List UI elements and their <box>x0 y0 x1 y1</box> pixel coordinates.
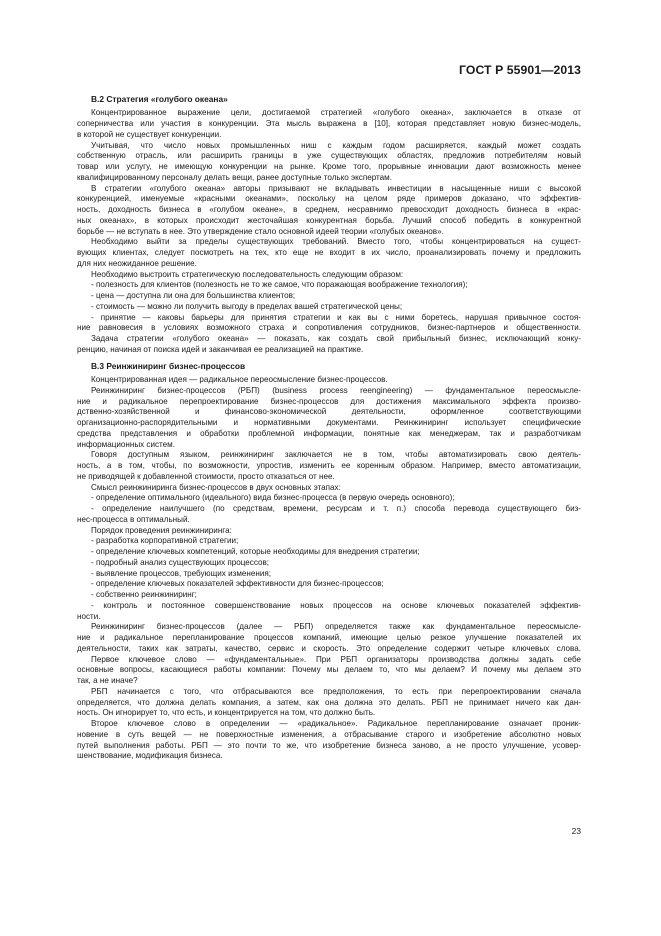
text-line: товар или услугу, не имеющую конкуренции на рынке. Кроме того, прорывные инновации дают возможность менее <box>77 162 581 172</box>
text-line: ние и радикальное перепланирование процессов компаний, имеющие целью резкое улучшение показателей их <box>77 633 581 643</box>
text-line: - разработка корпоративной стратегии; <box>91 536 239 546</box>
text-line: ренцию, начиная от поиска идей и заканчивая ее реализацией на практике. <box>77 344 364 354</box>
text-line: - контроль и постоянное совершенствование новых процессов на основе ключевых показателей эффектив- <box>91 600 581 610</box>
text-line: - определение ключевых показателей эффективности для бизнес-процессов; <box>91 579 384 589</box>
text-line: новение в суть вещей — не поверхностные изменения, а отбрасывание старого и изобретение абсолютно новых <box>77 729 581 739</box>
text-line: Порядок проведения реинжиниринга: <box>91 525 232 535</box>
page-number: 23 <box>571 826 581 836</box>
text-line: в которой не существует конкуренции. <box>77 129 222 139</box>
text-line: средства представления и обработки проблемной информации, понятные как менеджерам, так и разработчикам <box>77 428 581 438</box>
text-line: ние и радикальное перепроектирование бизнес-процессов для достижения максимального эффекта произво- <box>77 396 581 406</box>
text-line: РБП начинается с того, что отбрасываются все предположения, то есть при перепроектировании сначала <box>91 686 581 696</box>
text-line: вующих клиентах, следует посмотреть на тех, кто еще не входит в их число, проанализировать почему и предложить <box>77 248 581 258</box>
text-line: В стратегии «голубого океана» авторы призывают не вкладывать инвестиции в насыщенные ниши с высокой <box>91 183 581 193</box>
text-line: Реинжиниринг бизнес-процессов (далее — РБП) определяется также как фундаментальное переосмысле- <box>91 622 581 632</box>
text-line: ность, доходность бизнеса в «голубом океане», в среднем, несравнимо превосходит доходность бизнеса в «крас- <box>77 205 581 215</box>
section-text <box>77 375 581 762</box>
text-line: Смысл реинжиниринга бизнес-процессов в двух основных этапах: <box>91 482 341 492</box>
text-line: ние равновесия в условиях возможного страха и сопротивления сотрудников, бизнес-партнеров и общественности. <box>77 323 581 333</box>
text-line: - определение оптимального (идеального) вида бизнес-процесса (в первую очередь основного); <box>91 493 455 503</box>
text-line: Необходимо выйти за пределы существующих требований. Вместо того, чтобы концентрироваться на сущест- <box>91 237 581 247</box>
text-line: - стоимость — можно ли получить выгоду в пределах вашей стратегической цены; <box>91 301 403 311</box>
section-heading: В.2 Стратегия «голубого океана» <box>91 94 228 104</box>
document-body <box>77 91 581 762</box>
text-line: конкуренцией, именуемые «красными океанами», поскольку на целом ряде примеров доказано, что эффектив- <box>77 194 581 204</box>
text-line: так, а не иначе? <box>77 676 138 686</box>
section-b2 <box>77 94 581 356</box>
text-line: не приводящей к добавленной стоимости, просто отказаться от нее. <box>77 471 335 481</box>
section-heading: В.3 Реинжиниринг бизнес-процессов <box>91 360 246 371</box>
text-line: - подробный анализ существующих процессов; <box>91 557 270 567</box>
text-line: основные вопросы, касающиеся работы компании: Почему мы делаем то, что мы делаем? И почему мы делаем это <box>77 665 581 675</box>
standard-code: ГОСТ Р 55901—2013 <box>459 63 581 77</box>
text-line: определяется, что должна делать компания, а затем, как она должна это делать. РБП не принимает ничего как дан- <box>77 697 581 707</box>
text-line: - выявление процессов, требующих изменения; <box>91 568 271 578</box>
text-line: Задача стратегии «голубого океана» — показать, как создать свой прибыльный бизнес, исключающий конку- <box>91 334 581 344</box>
text-line: Учитывая, что число новых промышленных ниш с каждым годом расширяется, каждый может создать <box>91 140 581 150</box>
text-line: организационно-распорядительными и нормативными документами. Реинжиниринг использует специфические <box>77 418 581 428</box>
text-line: квалифицированному персоналу делать вещи, ранее доступные только экспертам. <box>77 172 392 182</box>
text-line: информационных систем. <box>77 439 175 449</box>
text-line: собственную отрасль, или расширить границы в уже существующих областях, предложив потребителям новый <box>77 151 581 161</box>
text-line: деятельности, таких как затраты, качество, сервис и скорость. Это определение содержит четыре ключевых слова. <box>77 643 581 653</box>
text-line: Первое ключевое слово — «фундаментальные». При РБП организаторы производства должны задать себе <box>91 654 581 664</box>
text-line: - собственно реинжиниринг; <box>91 590 197 600</box>
text-line: ных океанах», в которых происходит жесточайшая конкурентная борьба. Лучший способ победить в конкурентной <box>77 215 581 225</box>
text-line: Концентрированная идея — радикальное переосмысление бизнес-процессов. <box>91 375 388 385</box>
text-line: - определение наилучшего (по средствам, времени, ресурсам и т. п.) способа перевода существующего биз- <box>91 504 581 514</box>
text-line: ность, а в том, чтобы, по возможности, упростив, изменить ее коренным образом. Например, вместо автоматизации, <box>77 461 581 471</box>
text-line: - принятие — каковы барьеры для принятия стратегии и как вы с ними боретесь, нарушая привычное состоя- <box>91 312 581 322</box>
text-line: ности. <box>77 611 101 621</box>
text-line: борьбе — не вступать в нее. Это утверждение стало основной идеей теории «голубых океанов». <box>77 226 444 236</box>
text-line: путей выполнения работы. РБП — это почти то же, что изобретение бизнеса заново, а не просто улучшение, усовер- <box>77 740 581 750</box>
text-line: Реинжиниринг бизнес-процессов (РБП) (business process reengineering) — фундаментальное переосмысле- <box>91 385 581 395</box>
text-line: шенствование, модификация бизнеса. <box>77 751 223 761</box>
text-line: Необходимо выстроить стратегическую последовательность следующим образом: <box>91 269 404 279</box>
section-b3 <box>77 361 581 762</box>
text-line: Второе ключевое слово в определении — «радикальное». Радикальное перепланирование означает проник- <box>91 719 581 729</box>
text-line: - цена — доступна ли она для большинства клиентов; <box>91 291 296 301</box>
text-line: Концентрированное выражение цели, достигаемой стратегией «голубого океана», заключается в отказе от <box>91 108 581 118</box>
text-line: нес-процесса в оптимальный. <box>77 514 190 524</box>
text-line: - определение ключевых компетенций, которые необходимы для внедрения стратегии; <box>91 547 420 557</box>
text-line: для них неожиданное решение. <box>77 258 197 268</box>
text-line: ность. Он игнорирует то, что есть, и концентрируется на том, что должно быть. <box>77 708 376 718</box>
text-line: соперничества или участия в конкуренции. Эта мысль выражена в [10], которая представляет новую бизнес-модель, <box>77 119 581 129</box>
text-line: дственно-хозяйственной и финансово-экономической деятельности, оформленное соответствующими <box>77 407 581 417</box>
text-line: Говоря доступным языком, реинжиниринг заключается не в том, чтобы автоматизировать свою деятель- <box>91 450 581 460</box>
text-line: - полезность для клиентов (полезность не то же самое, что поражающая воображение технология); <box>91 280 468 290</box>
section-text <box>77 108 581 355</box>
